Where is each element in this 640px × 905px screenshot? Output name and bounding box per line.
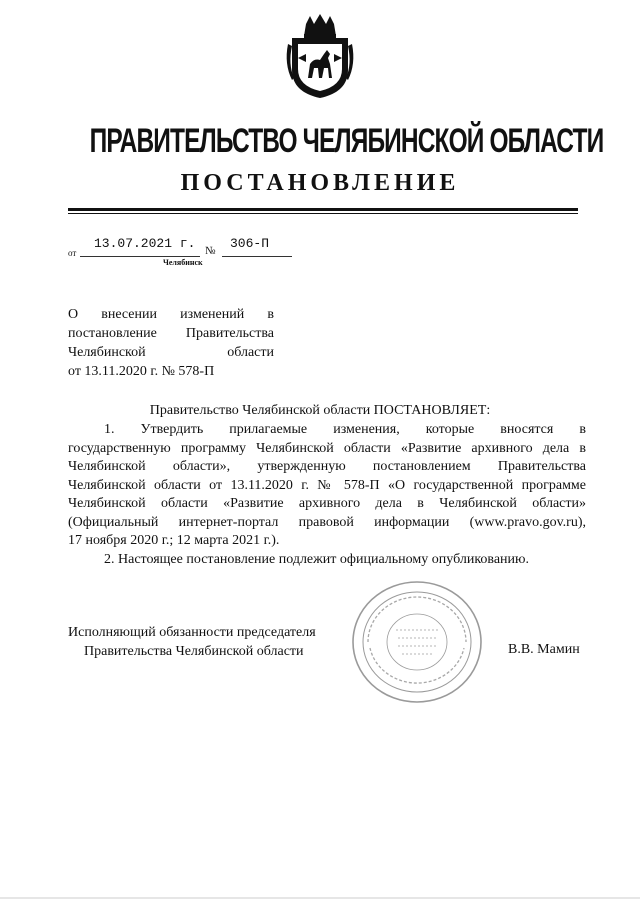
signatory-position-line: Исполняющий обязанности председателя (68, 625, 316, 640)
number-value: 306-П (230, 236, 270, 251)
date-underline (80, 256, 200, 257)
city-label: Челябинск (163, 258, 203, 267)
document-type-title: ПОСТАНОВЛЕНИЕ (180, 170, 460, 196)
body-line: Челябинской области», утвержденную постановлением Правительства (68, 459, 586, 474)
official-stamp-icon (348, 578, 486, 706)
subject-block (68, 305, 274, 381)
signatory-name: В.В. Мамин (508, 642, 580, 657)
date-prefix: от (68, 248, 77, 258)
body-line: государственную программу Челябинской области «Развитие архивного дела в (68, 440, 586, 456)
header-rule-thick (68, 208, 578, 211)
date-value: 13.07.2021 г. (94, 236, 196, 251)
header-rule-thin (68, 213, 578, 214)
resolution-body (68, 421, 586, 569)
scan-edge (0, 897, 640, 899)
body-line: Челябинской области «Развитие архивного дела в Челябинской области» (68, 496, 586, 511)
signatory-position-line: Правительства Челябинской области (84, 644, 304, 659)
resolution-lead: Правительство Челябинской области ПОСТАНОВЛЯЕТ: (149, 403, 491, 418)
body-line: 1. Утвердить прилагаемые изменения, которые вносятся в (104, 422, 586, 437)
subject-line: О внесении изменений в (68, 307, 274, 322)
subject-line: постановление Правительства (68, 326, 274, 341)
body-line: (Официальный интернет-портал правовой информации (www.pravo.gov.ru), (68, 514, 586, 530)
coat-of-arms-icon (284, 14, 356, 100)
number-underline (222, 256, 292, 257)
body-line: 17 ноября 2020 г.; 12 марта 2021 г.). (68, 533, 280, 548)
body-line: 2. Настоящее постановление подлежит официальному опубликованию. (104, 551, 529, 567)
government-title: ПРАВИТЕЛЬСТВО ЧЕЛЯБИНСКОЙ ОБЛАСТИ (89, 122, 604, 160)
subject-line: Челябинской области (68, 345, 274, 360)
signatory-position (68, 623, 316, 661)
body-line: Челябинской области от 13.11.2020 г. № 578-П «О государственной программе (68, 477, 586, 493)
number-prefix: № (205, 245, 216, 257)
subject-line: от 13.11.2020 г. № 578-П (68, 364, 215, 379)
